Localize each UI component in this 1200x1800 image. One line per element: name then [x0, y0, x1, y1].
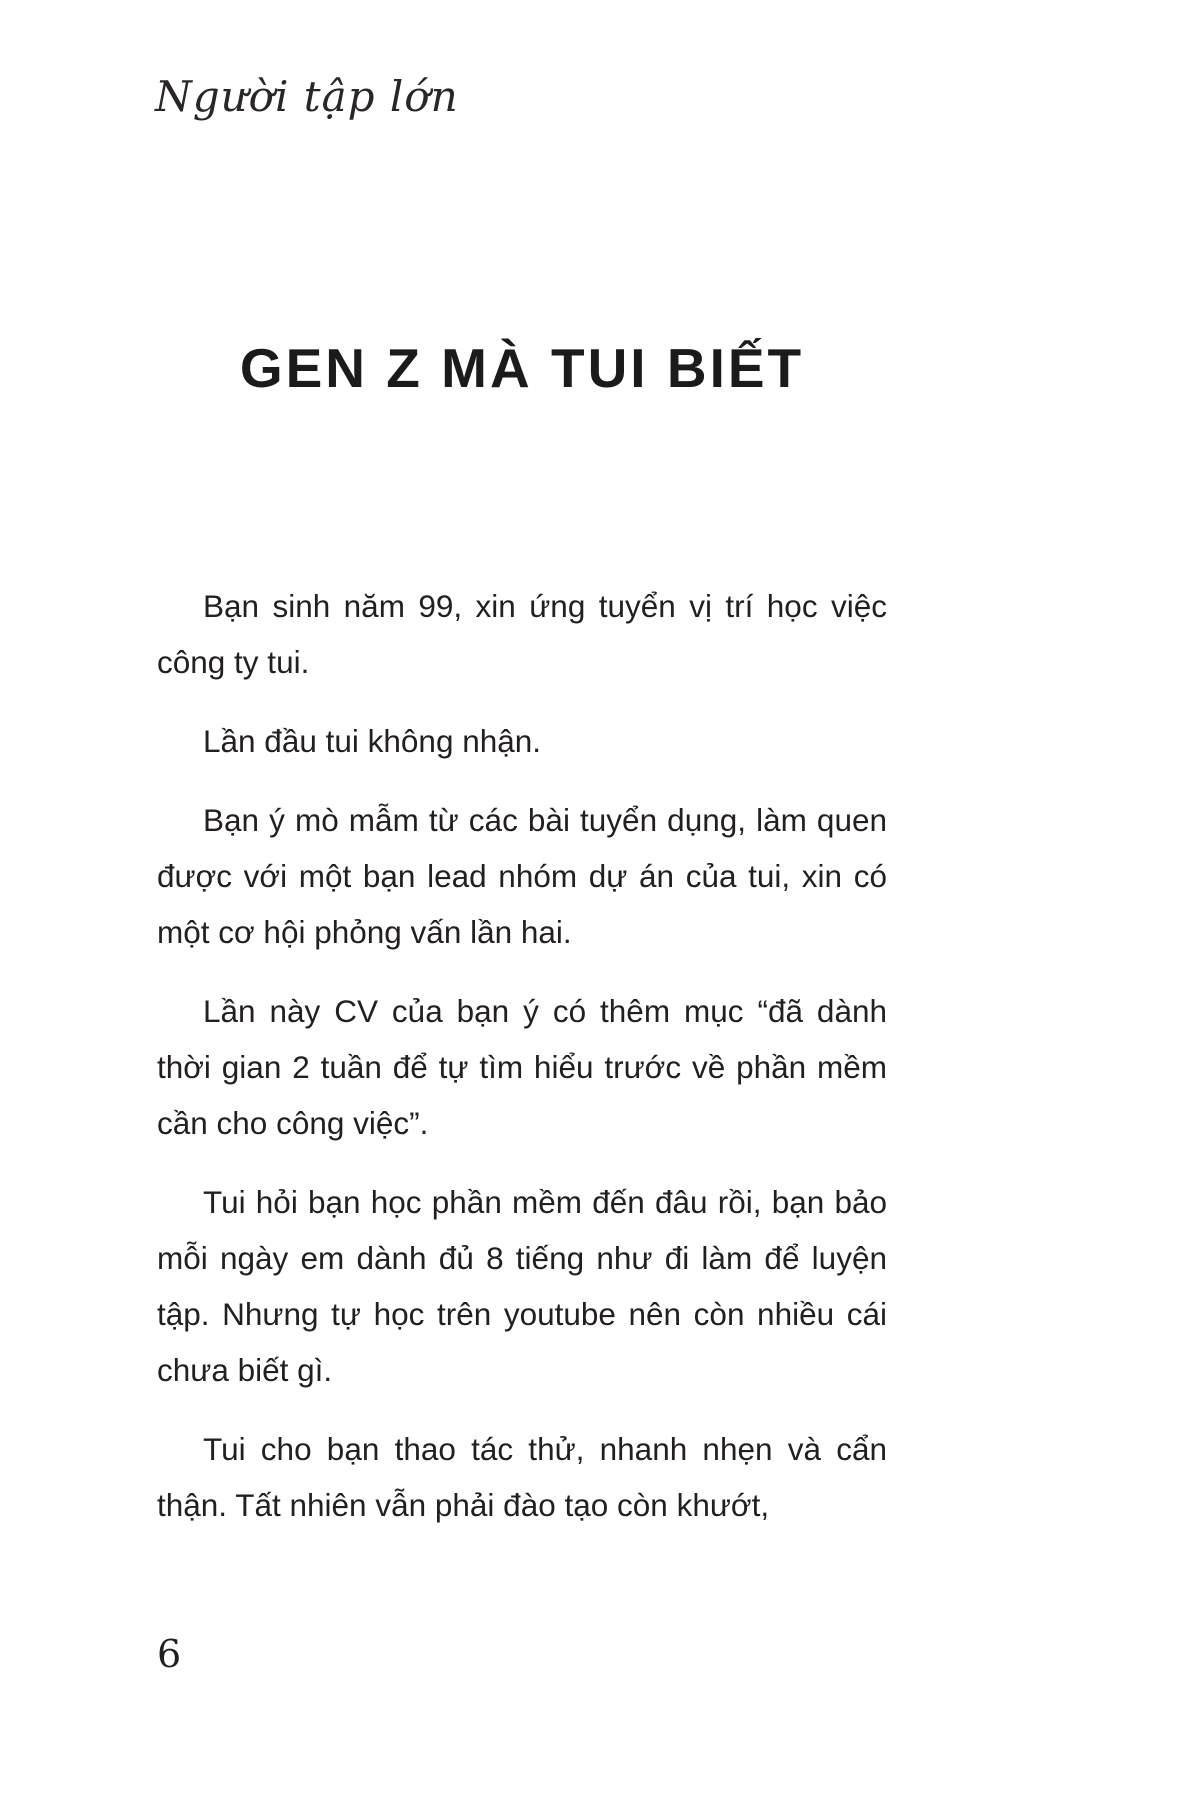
- body-text: [157, 578, 887, 1556]
- running-header: Người tập lớn: [155, 72, 459, 121]
- paragraph: Bạn sinh năm 99, xin ứng tuyển vị trí học việc công ty tui.: [157, 588, 887, 680]
- paragraph: Tui cho bạn thao tác thử, nhanh nhẹn và cẩn thận. Tất nhiên vẫn phải đào tạo còn khướt,: [157, 1431, 887, 1523]
- paragraph: Bạn ý mò mẫm từ các bài tuyển dụng, làm quen được với một bạn lead nhóm dự án của tui, xin có một cơ hội phỏng vấn lần hai.: [157, 802, 887, 950]
- page-number: 6: [157, 1632, 182, 1676]
- paragraph: Tui hỏi bạn học phần mềm đến đâu rồi, bạn bảo mỗi ngày em dành đủ 8 tiếng như đi làm để luyện tập. Nhưng tự học trên youtube nên còn nhiều cái chưa biết gì.: [157, 1184, 887, 1388]
- paragraph: Lần đầu tui không nhận.: [203, 723, 542, 759]
- chapter-title: GEN Z MÀ TUI BIẾT: [239, 337, 805, 399]
- paragraph: Lần này CV của bạn ý có thêm mục “đã dành thời gian 2 tuần để tự tìm hiểu trước về phần mềm cần cho công việc”.: [157, 993, 887, 1141]
